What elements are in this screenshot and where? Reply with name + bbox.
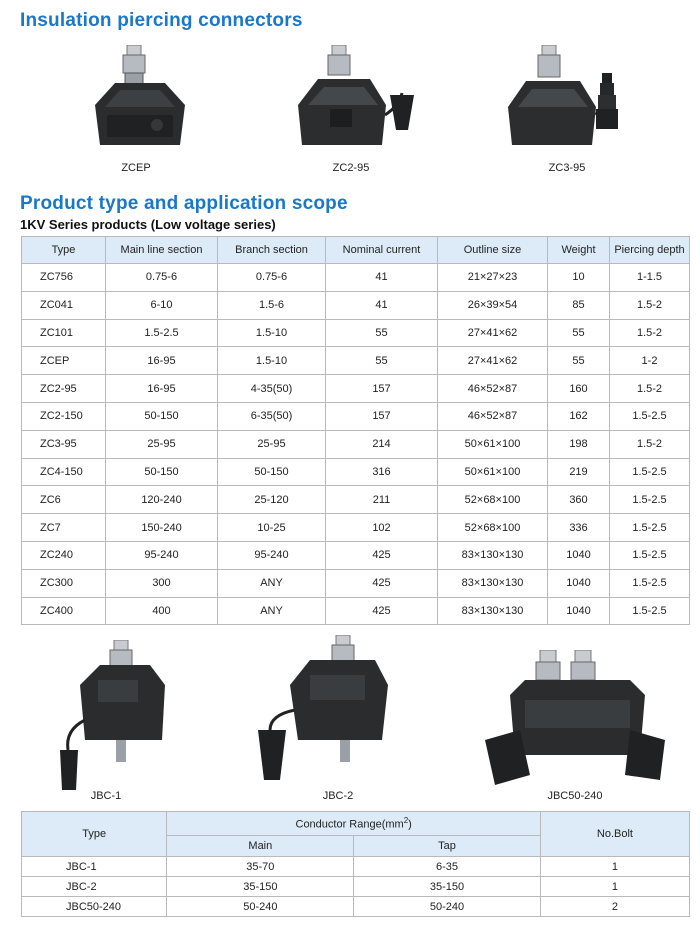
table-cell: 52×68×100 [438, 514, 548, 542]
table-cell: 52×68×100 [438, 486, 548, 514]
table-cell: 219 [548, 458, 610, 486]
column-group-header [167, 812, 540, 836]
table-cell: 83×130×130 [438, 541, 548, 569]
table-row [22, 347, 690, 375]
table-cell: ZC4-150 [22, 458, 106, 486]
table-cell: 162 [548, 402, 610, 430]
table-cell: 102 [326, 514, 438, 542]
table-row [22, 486, 690, 514]
table-cell: 120-240 [106, 486, 218, 514]
table-cell: 6-10 [106, 291, 218, 319]
spec-table [21, 236, 690, 625]
table-cell: ZCEP [22, 347, 106, 375]
table-cell: 425 [326, 541, 438, 569]
table-cell: JBC-2 [22, 877, 167, 897]
table-cell: 157 [326, 402, 438, 430]
column-header: Piercing depth [610, 237, 690, 264]
table-header-row [22, 812, 690, 836]
table-cell: ZC400 [22, 597, 106, 625]
table-cell: 1.5-2.5 [610, 486, 690, 514]
table-cell: 1-2 [610, 347, 690, 375]
group-header-close: ) [408, 818, 412, 831]
table-cell: 1040 [548, 541, 610, 569]
table-cell: 50-150 [218, 458, 326, 486]
table-row [22, 857, 690, 877]
table-cell: 1.5-2.5 [610, 569, 690, 597]
table-cell: 27×41×62 [438, 347, 548, 375]
table-row [22, 877, 690, 897]
table-cell: 1.5-2.5 [610, 541, 690, 569]
table-cell: 21×27×23 [438, 264, 548, 292]
table-cell: 41 [326, 264, 438, 292]
jbc-table [21, 811, 690, 917]
table-cell: 1-1.5 [610, 264, 690, 292]
product-caption: JBC-1 [90, 790, 122, 802]
table-cell: 1.5-2 [610, 319, 690, 347]
table-row [22, 402, 690, 430]
table-cell: 25-95 [106, 430, 218, 458]
group-header-superscript: 2 [403, 816, 409, 826]
table-cell: ZC041 [22, 291, 106, 319]
table-cell: 10-25 [218, 514, 326, 542]
section-subtitle: 1KV Series products (Low voltage series) [20, 217, 276, 232]
table-cell: ANY [218, 569, 326, 597]
table-cell: 300 [106, 569, 218, 597]
table-cell: 25-120 [218, 486, 326, 514]
product-caption: JBC50-240 [547, 790, 603, 802]
table-cell: 26×39×54 [438, 291, 548, 319]
column-header: Main [167, 836, 354, 857]
table-cell: 160 [548, 375, 610, 403]
table-row [22, 541, 690, 569]
table-cell: ZC101 [22, 319, 106, 347]
table-cell: ZC300 [22, 569, 106, 597]
table-cell: 360 [548, 486, 610, 514]
table-cell: 25-95 [218, 430, 326, 458]
table-cell: 1.5-2 [610, 430, 690, 458]
table-cell: JBC-1 [22, 857, 167, 877]
table-cell: 425 [326, 597, 438, 625]
table-cell: 83×130×130 [438, 569, 548, 597]
column-header: Type [22, 812, 167, 857]
table-cell: 150-240 [106, 514, 218, 542]
table-cell: ZC2-150 [22, 402, 106, 430]
table-cell: 1.5-2.5 [610, 514, 690, 542]
section-title-insulation-piercing-connectors: Insulation piercing connectors [20, 10, 303, 31]
table-cell: 1 [540, 877, 689, 897]
column-header: Tap [354, 836, 541, 857]
table-row [22, 291, 690, 319]
table-cell: JBC50-240 [22, 897, 167, 917]
table-cell: 1.5-2.5 [610, 402, 690, 430]
section-title-product-type: Product type and application scope [20, 193, 348, 214]
table-cell: 0.75-6 [218, 264, 326, 292]
table-cell: ZC2-95 [22, 375, 106, 403]
table-cell: 16-95 [106, 347, 218, 375]
table-cell: 85 [548, 291, 610, 319]
table-cell: 10 [548, 264, 610, 292]
table-cell: 50-240 [354, 897, 541, 917]
table-cell: 1.5-10 [218, 319, 326, 347]
zc3-95-connector-image [500, 45, 630, 160]
product-caption: ZC3-95 [548, 162, 586, 174]
table-cell: 55 [326, 319, 438, 347]
table-cell: 46×52×87 [438, 375, 548, 403]
jbc-1-connector-image [50, 640, 170, 795]
table-row [22, 375, 690, 403]
product-caption: ZC2-95 [332, 162, 370, 174]
jbc50-240-connector-image [480, 650, 670, 790]
table-cell: 1.5-2.5 [106, 319, 218, 347]
jbc-2-connector-image [250, 635, 390, 785]
table-row [22, 264, 690, 292]
table-cell: 55 [548, 347, 610, 375]
table-cell: 214 [326, 430, 438, 458]
table-row [22, 569, 690, 597]
table-cell: ZC7 [22, 514, 106, 542]
table-cell: 35-150 [167, 877, 354, 897]
table-cell: 1.5-10 [218, 347, 326, 375]
column-header: Outline size [438, 237, 548, 264]
table-cell: 27×41×62 [438, 319, 548, 347]
table-cell: 1 [540, 857, 689, 877]
group-header-text: Conductor Range(mm [295, 818, 404, 831]
table-row [22, 319, 690, 347]
table-cell: 35-70 [167, 857, 354, 877]
table-cell: 1.5-2.5 [610, 458, 690, 486]
table-cell: 1.5-2.5 [610, 597, 690, 625]
table-cell: 55 [548, 319, 610, 347]
table-cell: 83×130×130 [438, 597, 548, 625]
table-cell: ANY [218, 597, 326, 625]
table-row [22, 458, 690, 486]
table-cell: 1.5-2 [610, 375, 690, 403]
product-caption: ZCEP [121, 162, 151, 174]
table-cell: ZC3-95 [22, 430, 106, 458]
table-header-row [22, 237, 690, 264]
zcep-connector-image [85, 45, 195, 160]
table-row [22, 514, 690, 542]
table-cell: 1.5-2 [610, 291, 690, 319]
table-cell: 4-35(50) [218, 375, 326, 403]
table-cell: 157 [326, 375, 438, 403]
table-cell: 46×52×87 [438, 402, 548, 430]
table-cell: 6-35 [354, 857, 541, 877]
table-cell: 1040 [548, 597, 610, 625]
table-cell: ZC240 [22, 541, 106, 569]
table-cell: 2 [540, 897, 689, 917]
table-cell: 6-35(50) [218, 402, 326, 430]
table-cell: 55 [326, 347, 438, 375]
zc2-95-connector-image [290, 45, 420, 160]
column-header: Nominal current [326, 237, 438, 264]
table-cell: 95-240 [218, 541, 326, 569]
table-cell: 336 [548, 514, 610, 542]
table-cell: ZC6 [22, 486, 106, 514]
table-cell: 198 [548, 430, 610, 458]
table-row [22, 430, 690, 458]
table-cell: 211 [326, 486, 438, 514]
table-row [22, 597, 690, 625]
table-cell: 50×61×100 [438, 458, 548, 486]
table-cell: 50×61×100 [438, 430, 548, 458]
table-cell: 50-240 [167, 897, 354, 917]
column-header: Main line section [106, 237, 218, 264]
table-cell: ZC756 [22, 264, 106, 292]
table-cell: 400 [106, 597, 218, 625]
table-cell: 316 [326, 458, 438, 486]
column-header: No.Bolt [540, 812, 689, 857]
product-caption: JBC-2 [322, 790, 354, 802]
table-cell: 50-150 [106, 458, 218, 486]
column-header: Branch section [218, 237, 326, 264]
column-header: Type [22, 237, 106, 264]
table-cell: 16-95 [106, 375, 218, 403]
table-cell: 95-240 [106, 541, 218, 569]
table-cell: 35-150 [354, 877, 541, 897]
table-row [22, 897, 690, 917]
table-cell: 41 [326, 291, 438, 319]
table-cell: 1.5-6 [218, 291, 326, 319]
table-cell: 50-150 [106, 402, 218, 430]
table-cell: 425 [326, 569, 438, 597]
table-cell: 0.75-6 [106, 264, 218, 292]
column-header: Weight [548, 237, 610, 264]
table-cell: 1040 [548, 569, 610, 597]
